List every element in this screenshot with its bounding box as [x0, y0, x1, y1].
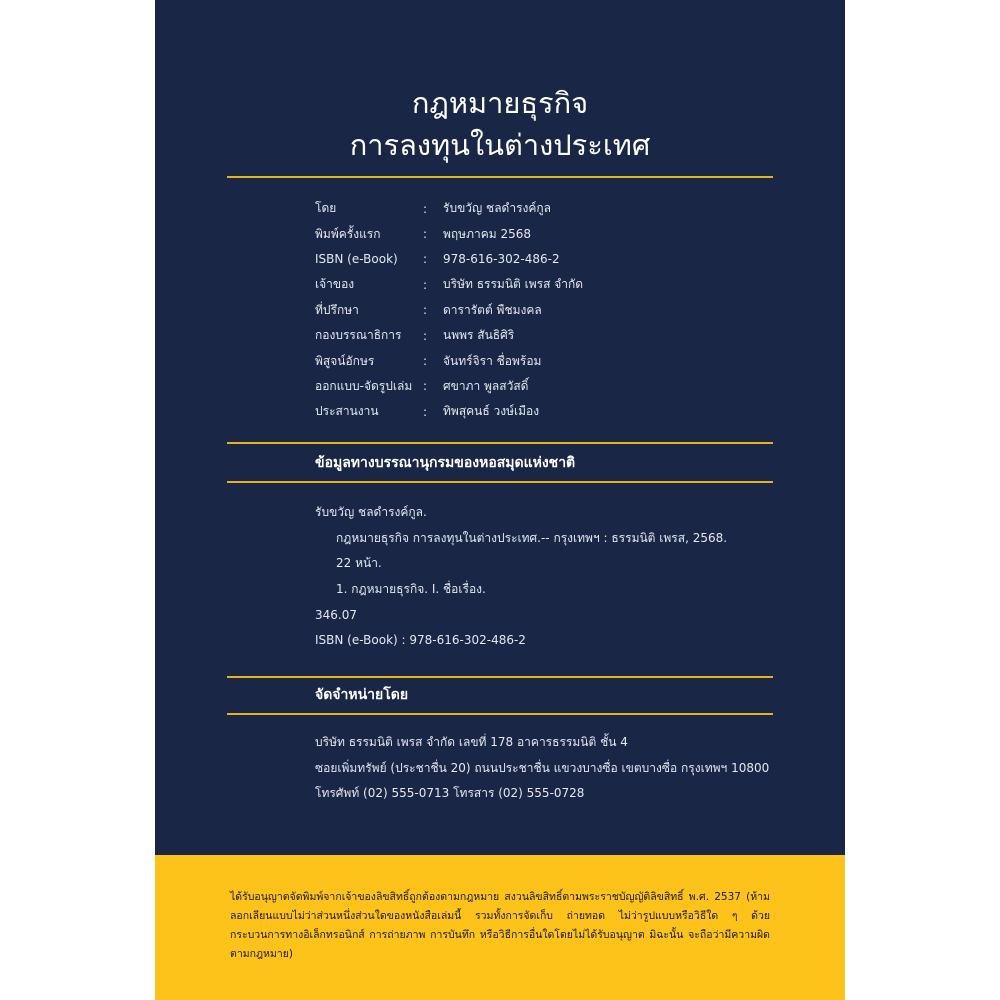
info-separator: :: [423, 354, 428, 369]
catalog-classification: 346.07: [315, 607, 357, 622]
distributor-line-1: บริษัท ธรรมนิติ เพรส จำกัด เลขที่ 178 อาคารธรรมนิติ ชั้น 4: [315, 735, 628, 750]
info-label: พิมพ์ครั้งแรก: [315, 226, 381, 241]
info-value: บริษัท ธรรมนิติ เพรส จำกัด: [443, 277, 584, 292]
info-row-proofreading: [315, 348, 735, 373]
distributor-line-3: โทรศัพท์ (02) 555-0713 โทรสาร (02) 555-0728: [315, 786, 585, 801]
info-label: กองบรรณาธิการ: [315, 328, 402, 343]
info-row-author: [315, 196, 735, 221]
info-label: ที่ปรึกษา: [315, 302, 359, 317]
info-row-first-print: [315, 221, 735, 246]
catalog-pages: 22 หน้า.: [336, 556, 382, 571]
catalog-author: รับขวัญ ชลดำรงค์กูล.: [315, 505, 427, 520]
distribution-heading: จัดจำหน่ายโดย: [315, 687, 409, 703]
info-separator: :: [423, 379, 428, 394]
info-value: 978-616-302-486-2: [443, 252, 560, 267]
distribution-divider-top: [227, 676, 773, 678]
book-title: [155, 82, 845, 166]
info-separator: :: [423, 277, 428, 292]
catalog-subject: 1. กฎหมายธุรกิจ. I. ชื่อเรื่อง.: [336, 581, 486, 596]
copyright-notice: ได้รับอนุญาตจัดพิมพ์จากเจ้าของลิขสิทธิ์ถูกต้องตามกฎหมาย สงวนลิขสิทธิ์ตามพระราชบัญญัติลิขสิทธิ์ พ.ศ. 2537 (ห้ามลอกเลียนแบบไม่ว่าส่วนหนึ่งส่วนใดของหนังสือเล่มนี้ รวมทั้งการจัดเก็บ ถ่ายทอด ไม่ว่ารูปแบบหรือวิธีใด ๆ ด้วยกระบวนการทางอิเล็กทรอนิกส์ การถ่ายภาพ การบันทึก หรือวิธีการอื่นใดโดยไม่ได้รับอนุญาต มิฉะนั้น จะถือว่ามีความผิดตามกฎหมาย): [230, 891, 770, 960]
catalog-entry: [315, 500, 775, 653]
title-line-2: การลงทุนในต่างประเทศ: [349, 128, 651, 162]
info-separator: :: [423, 328, 428, 343]
info-label: พิสูจน์อักษร: [315, 353, 375, 368]
info-separator: :: [423, 404, 428, 419]
info-separator: :: [423, 201, 428, 216]
info-row-advisor: [315, 298, 735, 323]
info-row-design: [315, 374, 735, 399]
info-label: ออกแบบ-จัดรูปเล่ม: [315, 378, 413, 393]
title-divider: [227, 176, 773, 178]
info-value: รับขวัญ ชลดำรงค์กูล: [443, 201, 552, 216]
catalog-divider-bottom: [227, 481, 773, 483]
distributor-line-2: ซอยเพิ่มทรัพย์ (ประชาชื่น 20) ถนนประชาชื่น แขวงบางซื่อ เขตบางซื่อ กรุงเทพฯ 10800: [315, 760, 770, 775]
distributor-address: [315, 730, 785, 807]
info-label: ประสานงาน: [315, 404, 379, 419]
copyright-notice-band: [155, 855, 845, 1000]
distribution-divider-bottom: [227, 713, 773, 715]
info-value: นพพร สันธิศิริ: [443, 328, 515, 343]
info-row-coordination: [315, 399, 735, 424]
catalog-divider-top: [227, 442, 773, 444]
catalog-title-entry: กฎหมายธุรกิจ การลงทุนในต่างประเทศ.-- กรุงเทพฯ : ธรรมนิติ เพรส, 2568.: [336, 530, 728, 545]
copyright-page: [155, 0, 845, 1000]
info-separator: :: [423, 303, 428, 318]
book-info-table: [315, 196, 735, 425]
info-separator: :: [423, 227, 428, 242]
info-value: พฤษภาคม 2568: [443, 226, 532, 241]
info-value: จันทร์จิรา ชื่อพร้อม: [443, 353, 542, 368]
catalog-isbn: ISBN (e-Book) : 978-616-302-486-2: [315, 633, 526, 648]
info-label: ISBN (e-Book): [315, 252, 398, 267]
info-row-owner: [315, 272, 735, 297]
catalog-heading: ข้อมูลทางบรรณานุกรมของหอสมุดแห่งชาติ: [315, 455, 576, 471]
title-line-1: กฎหมายธุรกิจ: [411, 86, 589, 120]
info-label: เจ้าของ: [315, 277, 355, 292]
info-label: โดย: [315, 201, 337, 216]
info-value: ดารารัตต์ พืชมงคล: [443, 302, 542, 317]
info-value: ทิพสุคนธ์ วงษ์เมือง: [443, 404, 540, 419]
info-value: ศขาภา พูลสวัสดิ์: [443, 378, 529, 393]
info-separator: :: [423, 252, 428, 267]
info-row-editorial: [315, 323, 735, 348]
info-row-isbn: [315, 247, 735, 272]
